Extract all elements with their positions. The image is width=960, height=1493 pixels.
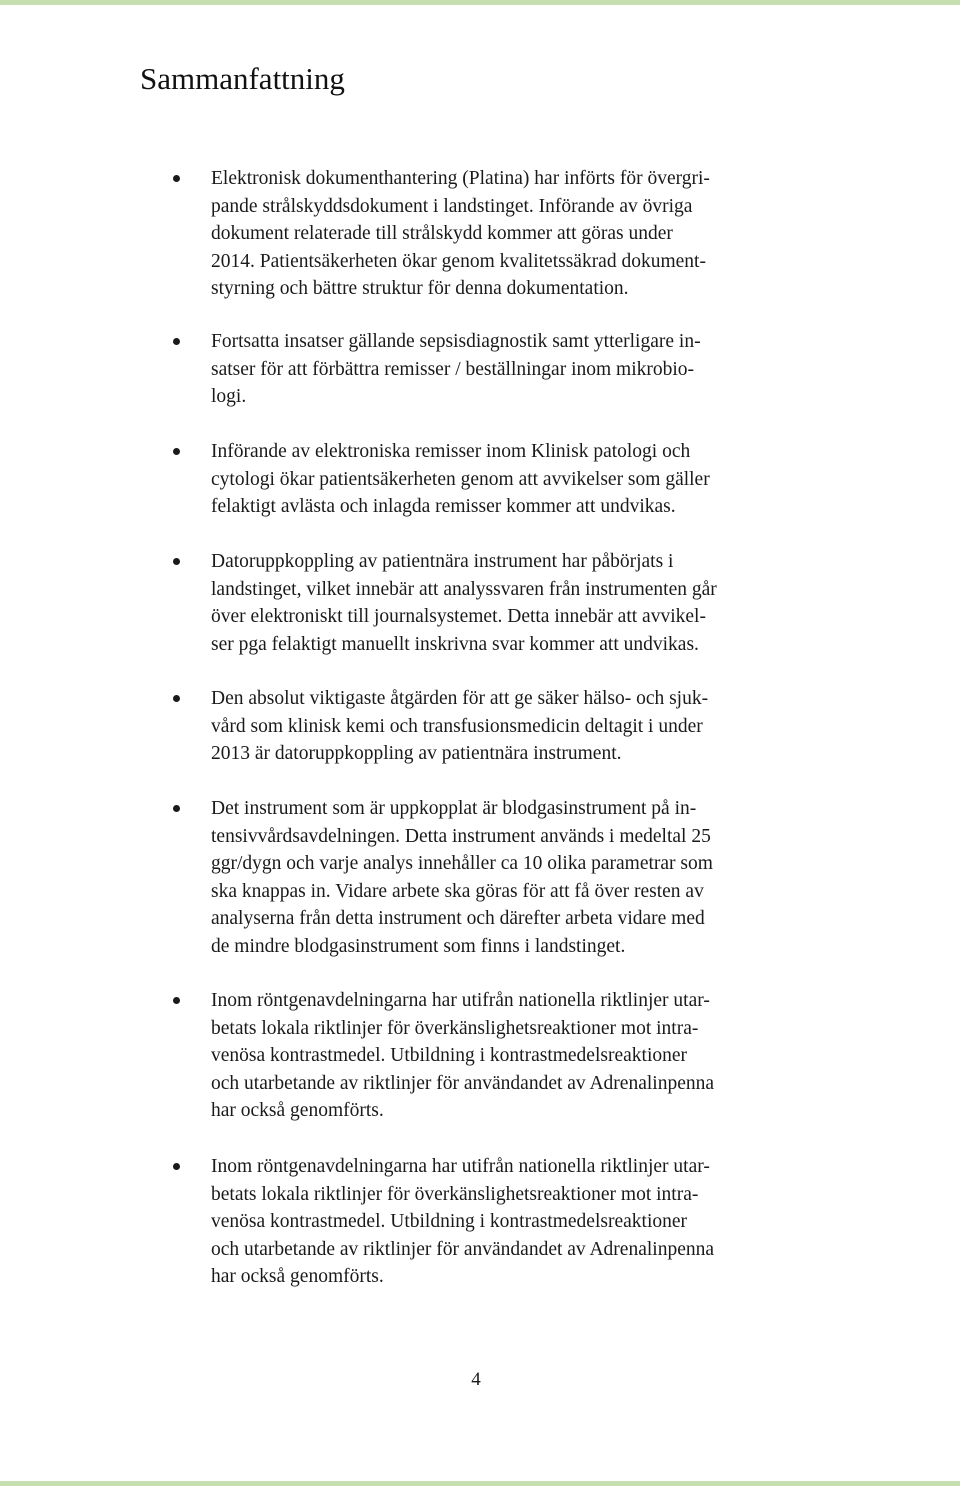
bullet-line: ggr/dygn och varje analys innehåller ca 10 olika parametrar som bbox=[211, 853, 713, 874]
bullet-dot-icon bbox=[173, 175, 180, 182]
bullet-line: venösa kontrastmedel. Utbildning i kontrastmedelsreaktioner bbox=[211, 1211, 688, 1232]
page-number: 4 bbox=[471, 1369, 481, 1390]
bullet-line: logi. bbox=[211, 386, 247, 407]
bullet-line: satser för att förbättra remisser / beställningar inom mikrobio- bbox=[211, 358, 695, 380]
bullet-dot-icon bbox=[173, 997, 180, 1004]
bullet-line: Elektronisk dokumenthantering (Platina) har införts för övergri- bbox=[211, 168, 710, 189]
bullet-line: de mindre blodgasinstrument som finns i landstinget. bbox=[211, 935, 626, 957]
bullet-line: 2013 är datoruppkoppling av patientnära instrument. bbox=[211, 743, 622, 764]
bullet-item-viktigaste-atgarden bbox=[211, 685, 831, 768]
bullet-line: Den absolut viktigaste åtgärden för att ge säker hälso- och sjuk- bbox=[211, 688, 709, 709]
bullet-item-blodgasinstrument bbox=[211, 795, 831, 960]
bullet-dot-icon bbox=[173, 448, 180, 455]
bullet-line: felaktigt avlästa och inlagda remisser kommer att undvikas. bbox=[211, 496, 676, 517]
bullet-line: Fortsatta insatser gällande sepsisdiagnostik samt ytterligare in- bbox=[211, 331, 701, 352]
bullet-line: har också genomförts. bbox=[211, 1266, 384, 1287]
bullet-line: vård som klinisk kemi och transfusionsmedicin deltagit i under bbox=[211, 715, 703, 737]
bullet-dot-icon bbox=[173, 338, 180, 345]
bullet-line: 2014. Patientsäkerheten ökar genom kvalitetssäkrad dokument- bbox=[211, 250, 706, 272]
bullet-dot-icon bbox=[173, 558, 180, 565]
bullet-line: Datoruppkoppling av patientnära instrument har påbörjats i bbox=[211, 551, 674, 572]
bullet-item-sepsis bbox=[211, 328, 831, 411]
bullet-line: ser pga felaktigt manuellt inskrivna svar kommer att undvikas. bbox=[211, 633, 699, 655]
bullet-item-patologi bbox=[211, 438, 831, 521]
bullet-line: venösa kontrastmedel. Utbildning i kontrastmedelsreaktioner bbox=[211, 1045, 688, 1066]
bullet-line: landstinget, vilket innebär att analyssvaren från instrumenten går bbox=[211, 578, 717, 600]
bullet-line: Inom röntgenavdelningarna har utifrån nationella riktlinjer utar- bbox=[211, 990, 710, 1011]
bullet-line: och utarbetande av riktlinjer för användandet av Adrenalinpenna bbox=[211, 1072, 715, 1094]
bullet-dot-icon bbox=[173, 1163, 180, 1170]
bullet-line: Inom röntgenavdelningarna har utifrån nationella riktlinjer utar- bbox=[211, 1156, 710, 1177]
bullet-line: cytologi ökar patientsäkerheten genom att avvikelser som gäller bbox=[211, 468, 710, 490]
bullet-item-rontgen-2 bbox=[211, 1153, 831, 1291]
bullet-line: ska knappas in. Vidare arbete ska göras för att få över resten av bbox=[211, 880, 704, 902]
bullet-dot-icon bbox=[173, 805, 180, 812]
bullet-line: pande strålskyddsdokument i landstinget. Införande av övriga bbox=[211, 195, 693, 217]
bullet-line: har också genomförts. bbox=[211, 1100, 384, 1121]
bullet-item-platina bbox=[211, 165, 831, 303]
bullet-line: dokument relaterade till strålskydd kommer att göras under bbox=[211, 223, 673, 244]
bullet-line: Det instrument som är uppkopplat är blodgasinstrument på in- bbox=[211, 798, 697, 819]
bullet-dot-icon bbox=[173, 695, 180, 702]
bullet-line: styrning och bättre struktur för denna dokumentation. bbox=[211, 278, 629, 299]
bullet-line: och utarbetande av riktlinjer för användandet av Adrenalinpenna bbox=[211, 1238, 715, 1260]
bullet-item-datoruppkoppling bbox=[211, 548, 831, 658]
bottom-decorative-rule bbox=[0, 1481, 960, 1486]
bullet-line: tensivvårdsavdelningen. Detta instrument används i medeltal 25 bbox=[211, 825, 711, 847]
bullet-line: betats lokala riktlinjer för överkänslighetsreaktioner mot intra- bbox=[211, 1183, 699, 1205]
page-heading: Sammanfattning bbox=[140, 61, 345, 96]
bullet-item-rontgen-1 bbox=[211, 987, 831, 1125]
bullet-line: betats lokala riktlinjer för överkänslighetsreaktioner mot intra- bbox=[211, 1017, 699, 1039]
bullet-line: Införande av elektroniska remisser inom Klinisk patologi och bbox=[211, 441, 691, 462]
top-decorative-rule bbox=[0, 0, 960, 5]
bullet-line: analyserna från detta instrument och därefter arbeta vidare med bbox=[211, 908, 705, 929]
bullet-line: över elektroniskt till journalsystemet. Detta innebär att avvikel- bbox=[211, 606, 706, 627]
